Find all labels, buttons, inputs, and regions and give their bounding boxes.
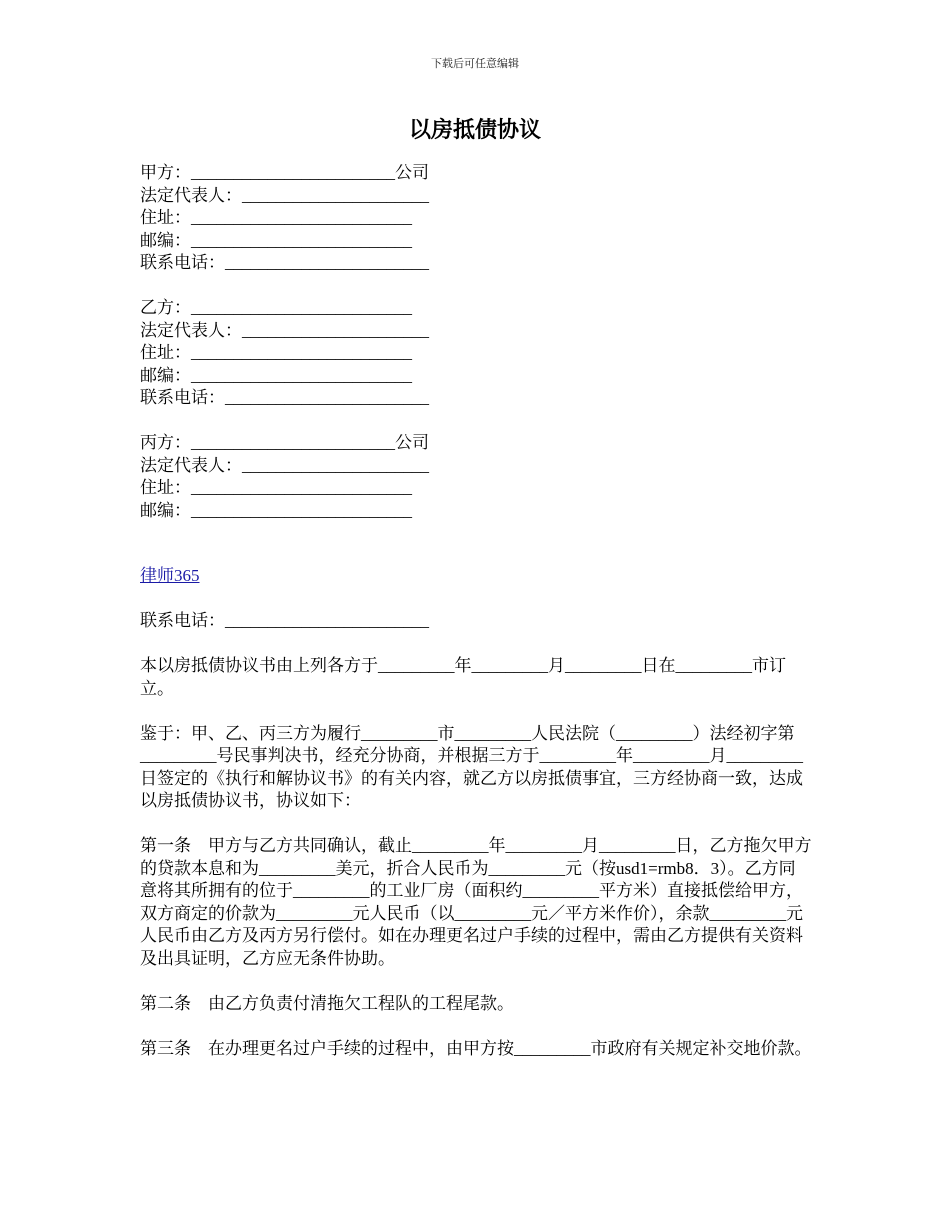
party-a-address: 住址：__________________________ <box>140 208 412 227</box>
party-c-name: 丙方：________________________公司 <box>140 433 429 452</box>
paragraph-article-3: 第三条 在办理更名过户手续的过程中，由甲方按_________市政府有关规定补交地价款。 <box>140 1038 812 1058</box>
contact-phone: 联系电话：________________________ <box>140 611 429 630</box>
party-b-block <box>140 297 812 410</box>
party-a-phone: 联系电话：________________________ <box>140 253 429 272</box>
party-c-block <box>140 432 812 522</box>
lawyer365-link[interactable]: 律师365 <box>140 566 200 585</box>
party-b-name: 乙方：__________________________ <box>140 298 412 317</box>
party-a-rep: 法定代表人：______________________ <box>140 185 429 205</box>
party-a-zip: 邮编：__________________________ <box>140 230 412 250</box>
party-a-name: 甲方：________________________公司 <box>140 163 429 182</box>
party-b-rep: 法定代表人：______________________ <box>140 320 429 340</box>
document-title: 以房抵债协议 <box>408 117 541 142</box>
paragraph-article-1: 第一条 甲方与乙方共同确认，截止_________年_________月_________日，乙方拖欠甲方的贷款本息和为_________美元，折合人民币为_________元（按usd1=rmb8．3）。乙方同意将其所拥有的位于_________的工业厂房（面积约_________平方米）直接抵偿给甲方，双方商定的价款为_________元人民币（以_________元／平方米作价），余款_________元人民币由乙方及丙方另行偿付。如在办理更名过户手续的过程中，需由乙方提供有关资料及出具证明，乙方应无条件协助。 <box>140 836 812 968</box>
page-header: 下载后可任意编辑 <box>431 58 519 70</box>
party-b-phone: 联系电话：________________________ <box>140 388 429 407</box>
paragraph-signing: 本以房抵债协议书由上列各方于_________年_________月_________日在_________市订立。 <box>140 656 786 698</box>
document-body <box>140 162 812 1060</box>
party-b-address: 住址：__________________________ <box>140 343 412 362</box>
party-a-block <box>140 162 812 275</box>
paragraph-article-2: 第二条 由乙方负责付清拖欠工程队的工程尾款。 <box>140 993 514 1013</box>
paragraph-whereas: 鉴于：甲、乙、丙三方为履行_________市_________人民法院（_________）法经初字第_________号民事判决书，经充分协商，并根据三方于_________年_________月_________日签定的《执行和解协议书》的有关内容，就乙方以房抵债事宜，三方经协商一致，达成以房抵债协议书，协议如下： <box>140 723 803 810</box>
party-c-address: 住址：__________________________ <box>140 478 412 497</box>
party-c-rep: 法定代表人：______________________ <box>140 455 429 475</box>
party-c-zip: 邮编：__________________________ <box>140 500 412 520</box>
clauses <box>140 655 812 1060</box>
party-b-zip: 邮编：__________________________ <box>140 365 412 385</box>
